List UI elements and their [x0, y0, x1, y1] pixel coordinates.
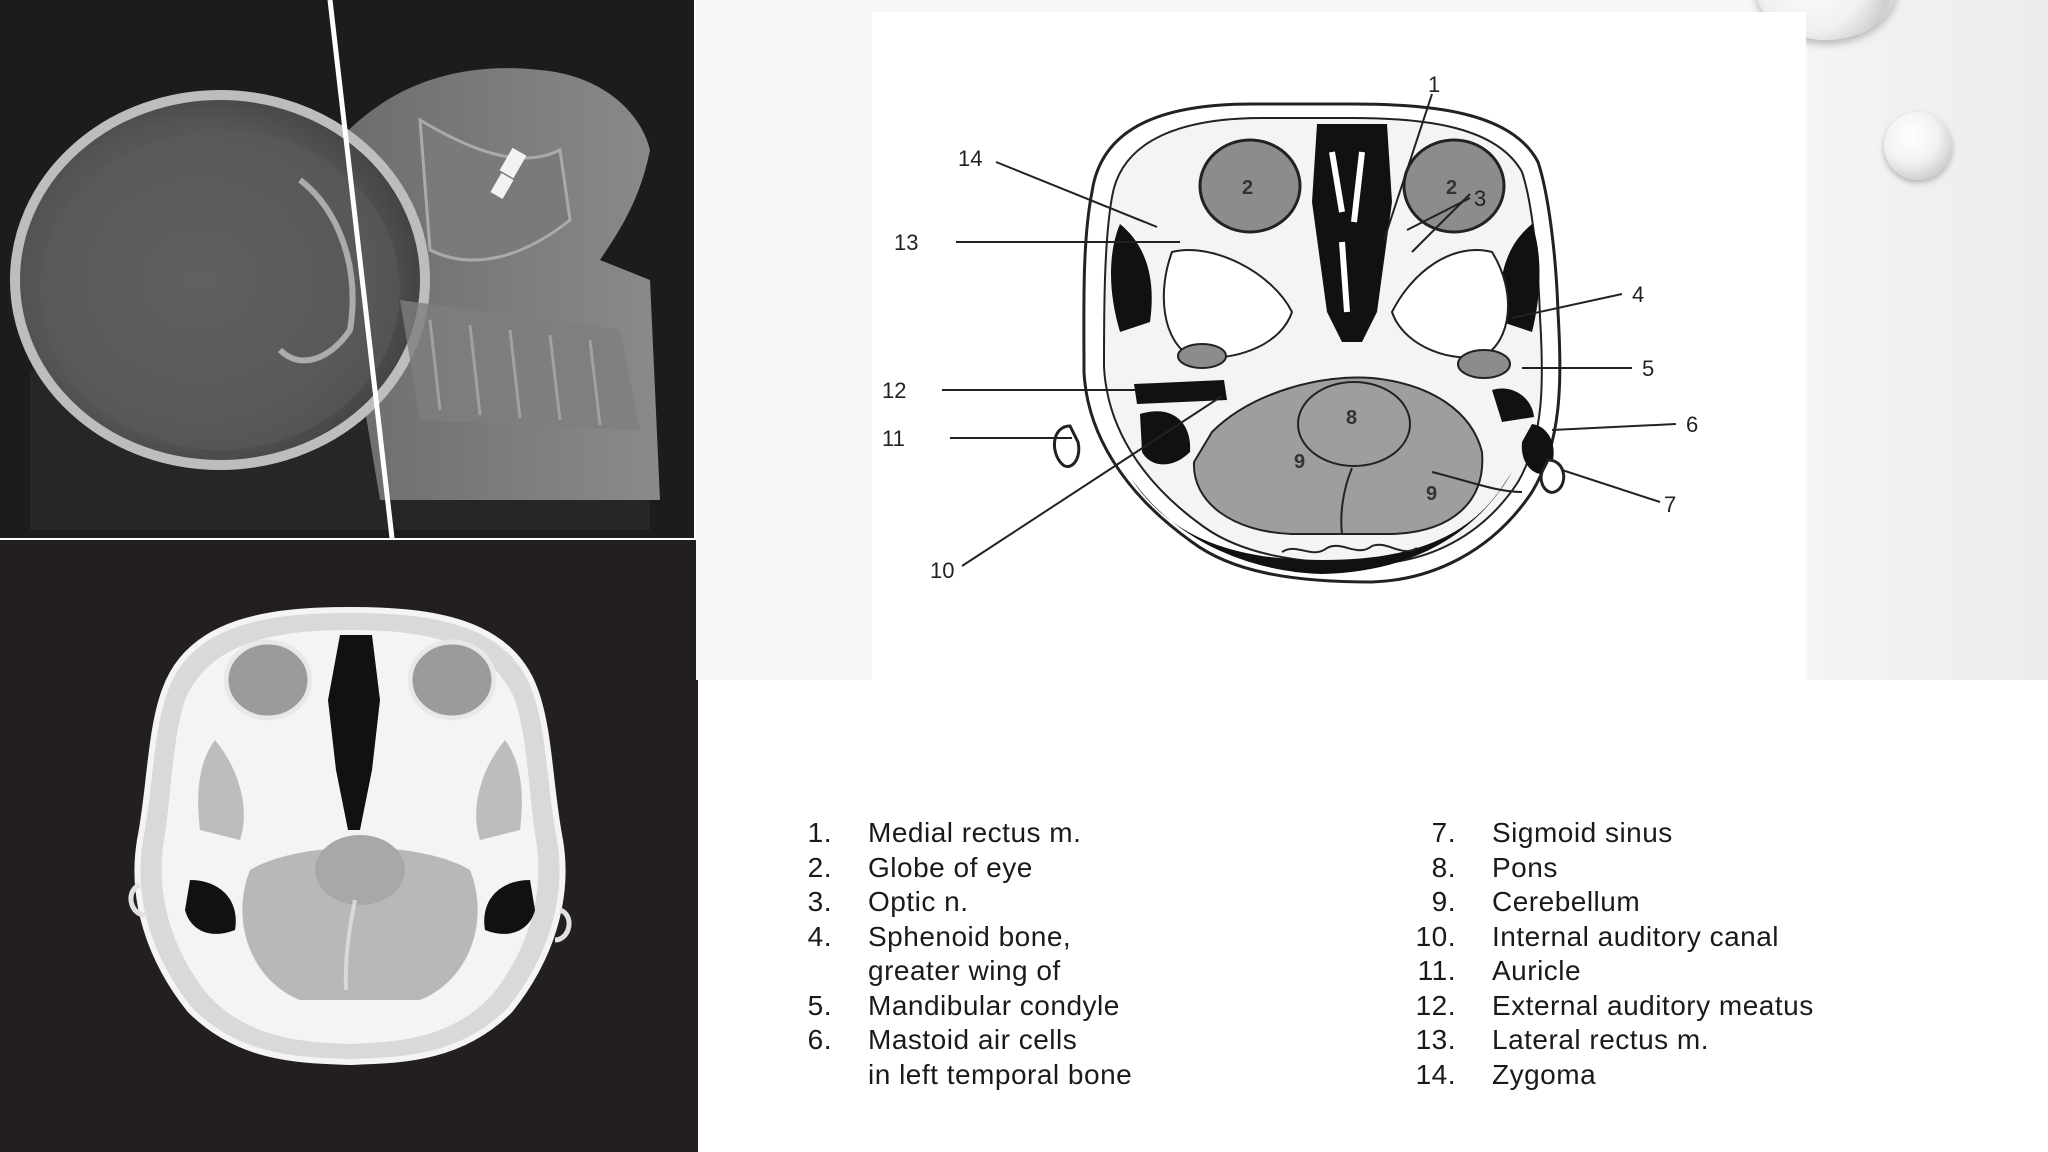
- anatomy-legend: [780, 816, 2000, 1116]
- legend-item: 9. Cerebellum: [1431, 886, 1641, 917]
- label-2-left: 2: [1242, 177, 1254, 199]
- axial-ct-scan: [0, 540, 698, 1152]
- legend-item: 5. Mandibular condyle: [807, 989, 1120, 1021]
- legend-item: 11. Auricle: [1417, 955, 1582, 986]
- legend-item: 6. Mastoid air cells: [807, 1024, 1078, 1055]
- legend-item: 4. Sphenoid bone,: [807, 920, 1072, 952]
- callout-10: 10: [930, 558, 955, 583]
- decorative-bubble: [1884, 112, 1952, 180]
- label-8: 8: [1346, 407, 1358, 429]
- callout-11: 11: [882, 426, 905, 451]
- callout-3: 3: [1474, 186, 1487, 211]
- ct-image: [0, 540, 698, 1152]
- label-9-right: 9: [1426, 483, 1438, 505]
- legend-column-left: [780, 816, 1132, 1092]
- xray-image: [0, 0, 694, 538]
- lateral-scout-xray: [0, 0, 694, 538]
- callout-14: 14: [958, 146, 983, 171]
- legend-column-right: [1404, 816, 1814, 1092]
- callout-12: 12: [882, 378, 907, 403]
- callout-4: 4: [1632, 282, 1645, 307]
- legend-item-continuation: greater wing of: [868, 955, 1061, 986]
- legend-item: 10. Internal auditory canal: [1415, 920, 1780, 952]
- callout-5: 5: [1642, 356, 1655, 381]
- label-2-right: 2: [1446, 177, 1458, 199]
- callout-13: 13: [894, 230, 919, 255]
- diagram-canvas: [872, 12, 1806, 680]
- legend-item: 7. Sigmoid sinus: [1431, 817, 1673, 848]
- callout-1: 1: [1428, 72, 1441, 97]
- label-9-left: 9: [1294, 451, 1306, 473]
- legend-item: 13. Lateral rectus m.: [1415, 1024, 1710, 1055]
- callout-6: 6: [1686, 412, 1699, 437]
- legend-item: 3. Optic n.: [807, 886, 969, 917]
- legend-item: 14. Zygoma: [1415, 1058, 1597, 1090]
- slide-background: [1808, 0, 2048, 680]
- legend-item: 1. Medial rectus m.: [807, 817, 1082, 848]
- callout-7: 7: [1664, 492, 1677, 517]
- axial-anatomy-diagram: [872, 12, 1806, 680]
- legend-item-continuation: in left temporal bone: [868, 1058, 1133, 1090]
- legend-item: 2. Globe of eye: [807, 851, 1033, 883]
- legend-item: 12. External auditory meatus: [1415, 989, 1814, 1021]
- legend-item: 8. Pons: [1431, 851, 1558, 883]
